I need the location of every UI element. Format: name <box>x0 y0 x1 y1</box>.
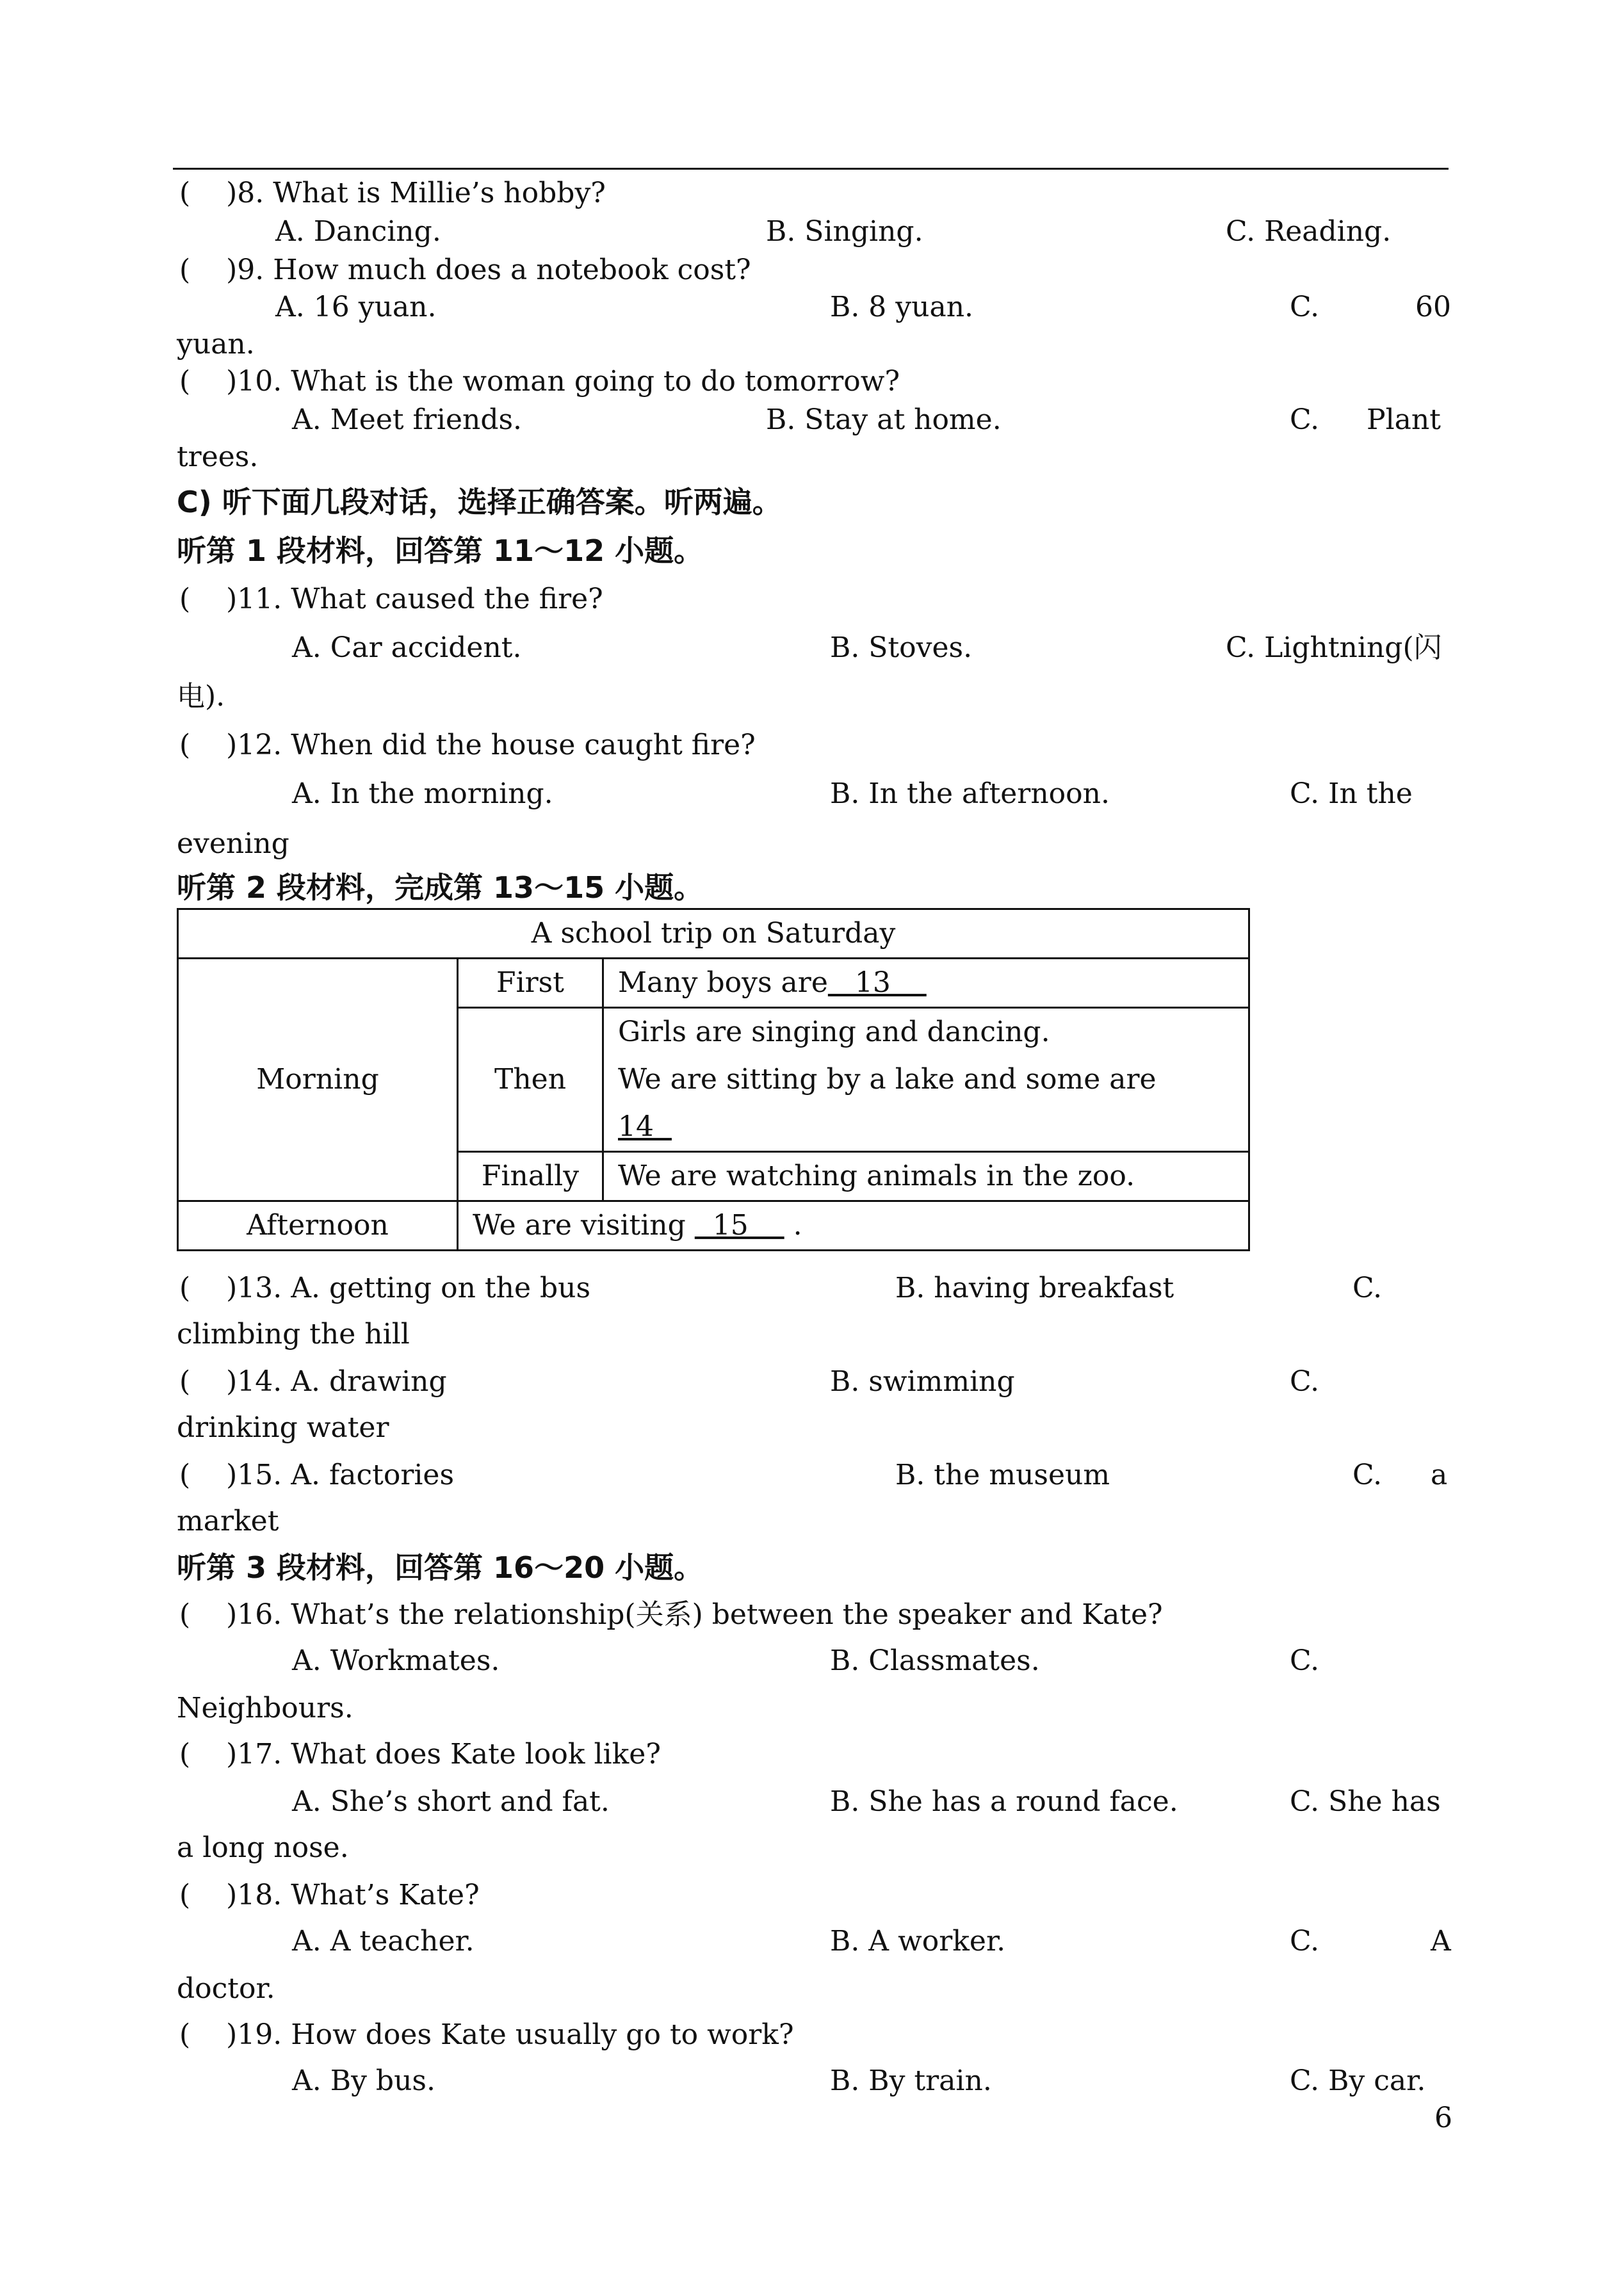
q12-option-b: B. In the afternoon. <box>830 777 1110 810</box>
q8-option-c: C. Reading. <box>1226 215 1392 248</box>
q18-option-b: B. A worker. <box>830 1925 1006 1958</box>
q9-option-a: A. 16 yuan. <box>275 291 437 323</box>
afternoon-end: . <box>784 1209 802 1242</box>
question-12: ( )12. When did the house caught fire? <box>179 729 756 761</box>
then-content-cell <box>603 1008 1249 1152</box>
q9-option-c-wrap: yuan. <box>177 328 255 361</box>
q15-option-c-label: C. <box>1352 1459 1383 1491</box>
q10-option-b: B. Stay at home. <box>766 403 1002 436</box>
question-18: ( )18. What’s Kate? <box>179 1879 480 1911</box>
q8-option-a: A. Dancing. <box>275 215 441 248</box>
q10-option-c-wrap: trees. <box>177 441 259 473</box>
q18-option-c-label: C. <box>1290 1925 1320 1958</box>
blank-15: 15 <box>694 1209 784 1242</box>
question-10: ( )10. What is the woman going to do tomorrow? <box>179 365 900 398</box>
q14-option-c-label: C. <box>1290 1365 1320 1398</box>
finally-content-cell: We are watching animals in the zoo. <box>603 1152 1249 1201</box>
q13-option-c-wrap: climbing the hill <box>177 1318 410 1350</box>
question-16: ( )16. What’s the relationship(关系) between the speaker and Kate? <box>179 1598 1163 1631</box>
q16-option-b: B. Classmates. <box>830 1644 1040 1677</box>
q19-option-a: A. By bus. <box>292 2064 435 2097</box>
q13-option-b: B. having breakfast <box>895 1272 1174 1304</box>
q17-option-a: A. She’s short and fat. <box>292 1785 610 1818</box>
table-title: A school trip on Saturday <box>178 909 1249 959</box>
q10-option-a: A. Meet friends. <box>292 403 523 436</box>
question-17: ( )17. What does Kate look like? <box>179 1738 661 1771</box>
question-15: ( )15. A. factories <box>179 1459 455 1491</box>
page-number: 6 <box>1434 2102 1452 2134</box>
q16-option-a: A. Workmates. <box>292 1644 500 1677</box>
q11-option-b: B. Stoves. <box>830 631 973 664</box>
first-cell: First <box>458 959 603 1008</box>
afternoon-text: We are visiting <box>473 1209 695 1242</box>
first-text: Many boys are <box>618 966 828 999</box>
q11-option-a: A. Car accident. <box>292 631 522 664</box>
q18-option-c-value: A <box>1431 1925 1451 1958</box>
then-text-1: Girls are singing and dancing. <box>618 1016 1050 1048</box>
section-c-heading: C) 听下面几段对话，选择正确答案。听两遍。 <box>177 485 782 519</box>
q16-option-c-wrap: Neighbours. <box>177 1692 353 1724</box>
q10-option-c-value: Plant <box>1367 403 1441 436</box>
q15-option-c-value: a <box>1431 1459 1448 1491</box>
q15-option-b: B. the museum <box>895 1459 1110 1491</box>
school-trip-table <box>177 908 1250 1251</box>
q13-option-c-label: C. <box>1352 1272 1383 1304</box>
q17-option-c: C. She has <box>1290 1785 1441 1818</box>
q17-option-b: B. She has a round face. <box>830 1785 1178 1818</box>
q18-option-c-wrap: doctor. <box>177 1972 275 2005</box>
afternoon-content-cell <box>458 1201 1249 1251</box>
q9-option-b: B. 8 yuan. <box>830 291 974 323</box>
q14-option-b: B. swimming <box>830 1365 1015 1398</box>
q11-option-c: C. Lightning(闪 <box>1226 631 1442 664</box>
q19-option-b: B. By train. <box>830 2064 992 2097</box>
material-3-heading: 听第 3 段材料，回答第 16～20 小题。 <box>177 1550 704 1585</box>
then-text-2: We are sitting by a lake and some are <box>618 1063 1157 1096</box>
question-9: ( )9. How much does a notebook cost? <box>179 254 751 286</box>
question-13: ( )13. A. getting on the bus <box>179 1272 591 1304</box>
then-cell: Then <box>458 1008 603 1152</box>
material-2-heading: 听第 2 段材料，完成第 13～15 小题。 <box>177 870 704 905</box>
blank-13: 13 <box>827 966 927 999</box>
q18-option-a: A. A teacher. <box>292 1925 475 1958</box>
q12-option-a: A. In the morning. <box>292 777 553 810</box>
question-8: ( )8. What is Millie’s hobby? <box>179 177 606 209</box>
q19-option-c: C. By car. <box>1290 2064 1426 2097</box>
q10-option-c-label: C. <box>1290 403 1320 436</box>
q8-option-b: B. Singing. <box>766 215 923 248</box>
finally-cell: Finally <box>458 1152 603 1201</box>
q11-option-c-wrap: 电). <box>177 680 225 713</box>
morning-cell: Morning <box>178 959 458 1201</box>
question-14: ( )14. A. drawing <box>179 1365 447 1398</box>
q14-option-c-wrap: drinking water <box>177 1411 389 1444</box>
question-11: ( )11. What caused the fire? <box>179 583 603 615</box>
material-1-heading: 听第 1 段材料，回答第 11～12 小题。 <box>177 533 704 568</box>
q12-option-c: C. In the <box>1290 777 1413 810</box>
blank-14: 14 <box>618 1110 672 1143</box>
q17-option-c-wrap: a long nose. <box>177 1831 349 1864</box>
header-rule <box>173 168 1449 170</box>
question-19: ( )19. How does Kate usually go to work? <box>179 2018 794 2051</box>
q15-option-c-wrap: market <box>177 1505 279 1537</box>
q16-option-c-label: C. <box>1290 1644 1320 1677</box>
q9-option-c-label: C. <box>1290 291 1320 323</box>
q9-option-c-value: 60 <box>1415 291 1451 323</box>
q12-option-c-wrap: evening <box>177 827 289 860</box>
afternoon-cell: Afternoon <box>178 1201 458 1251</box>
first-content-cell <box>603 959 1249 1008</box>
